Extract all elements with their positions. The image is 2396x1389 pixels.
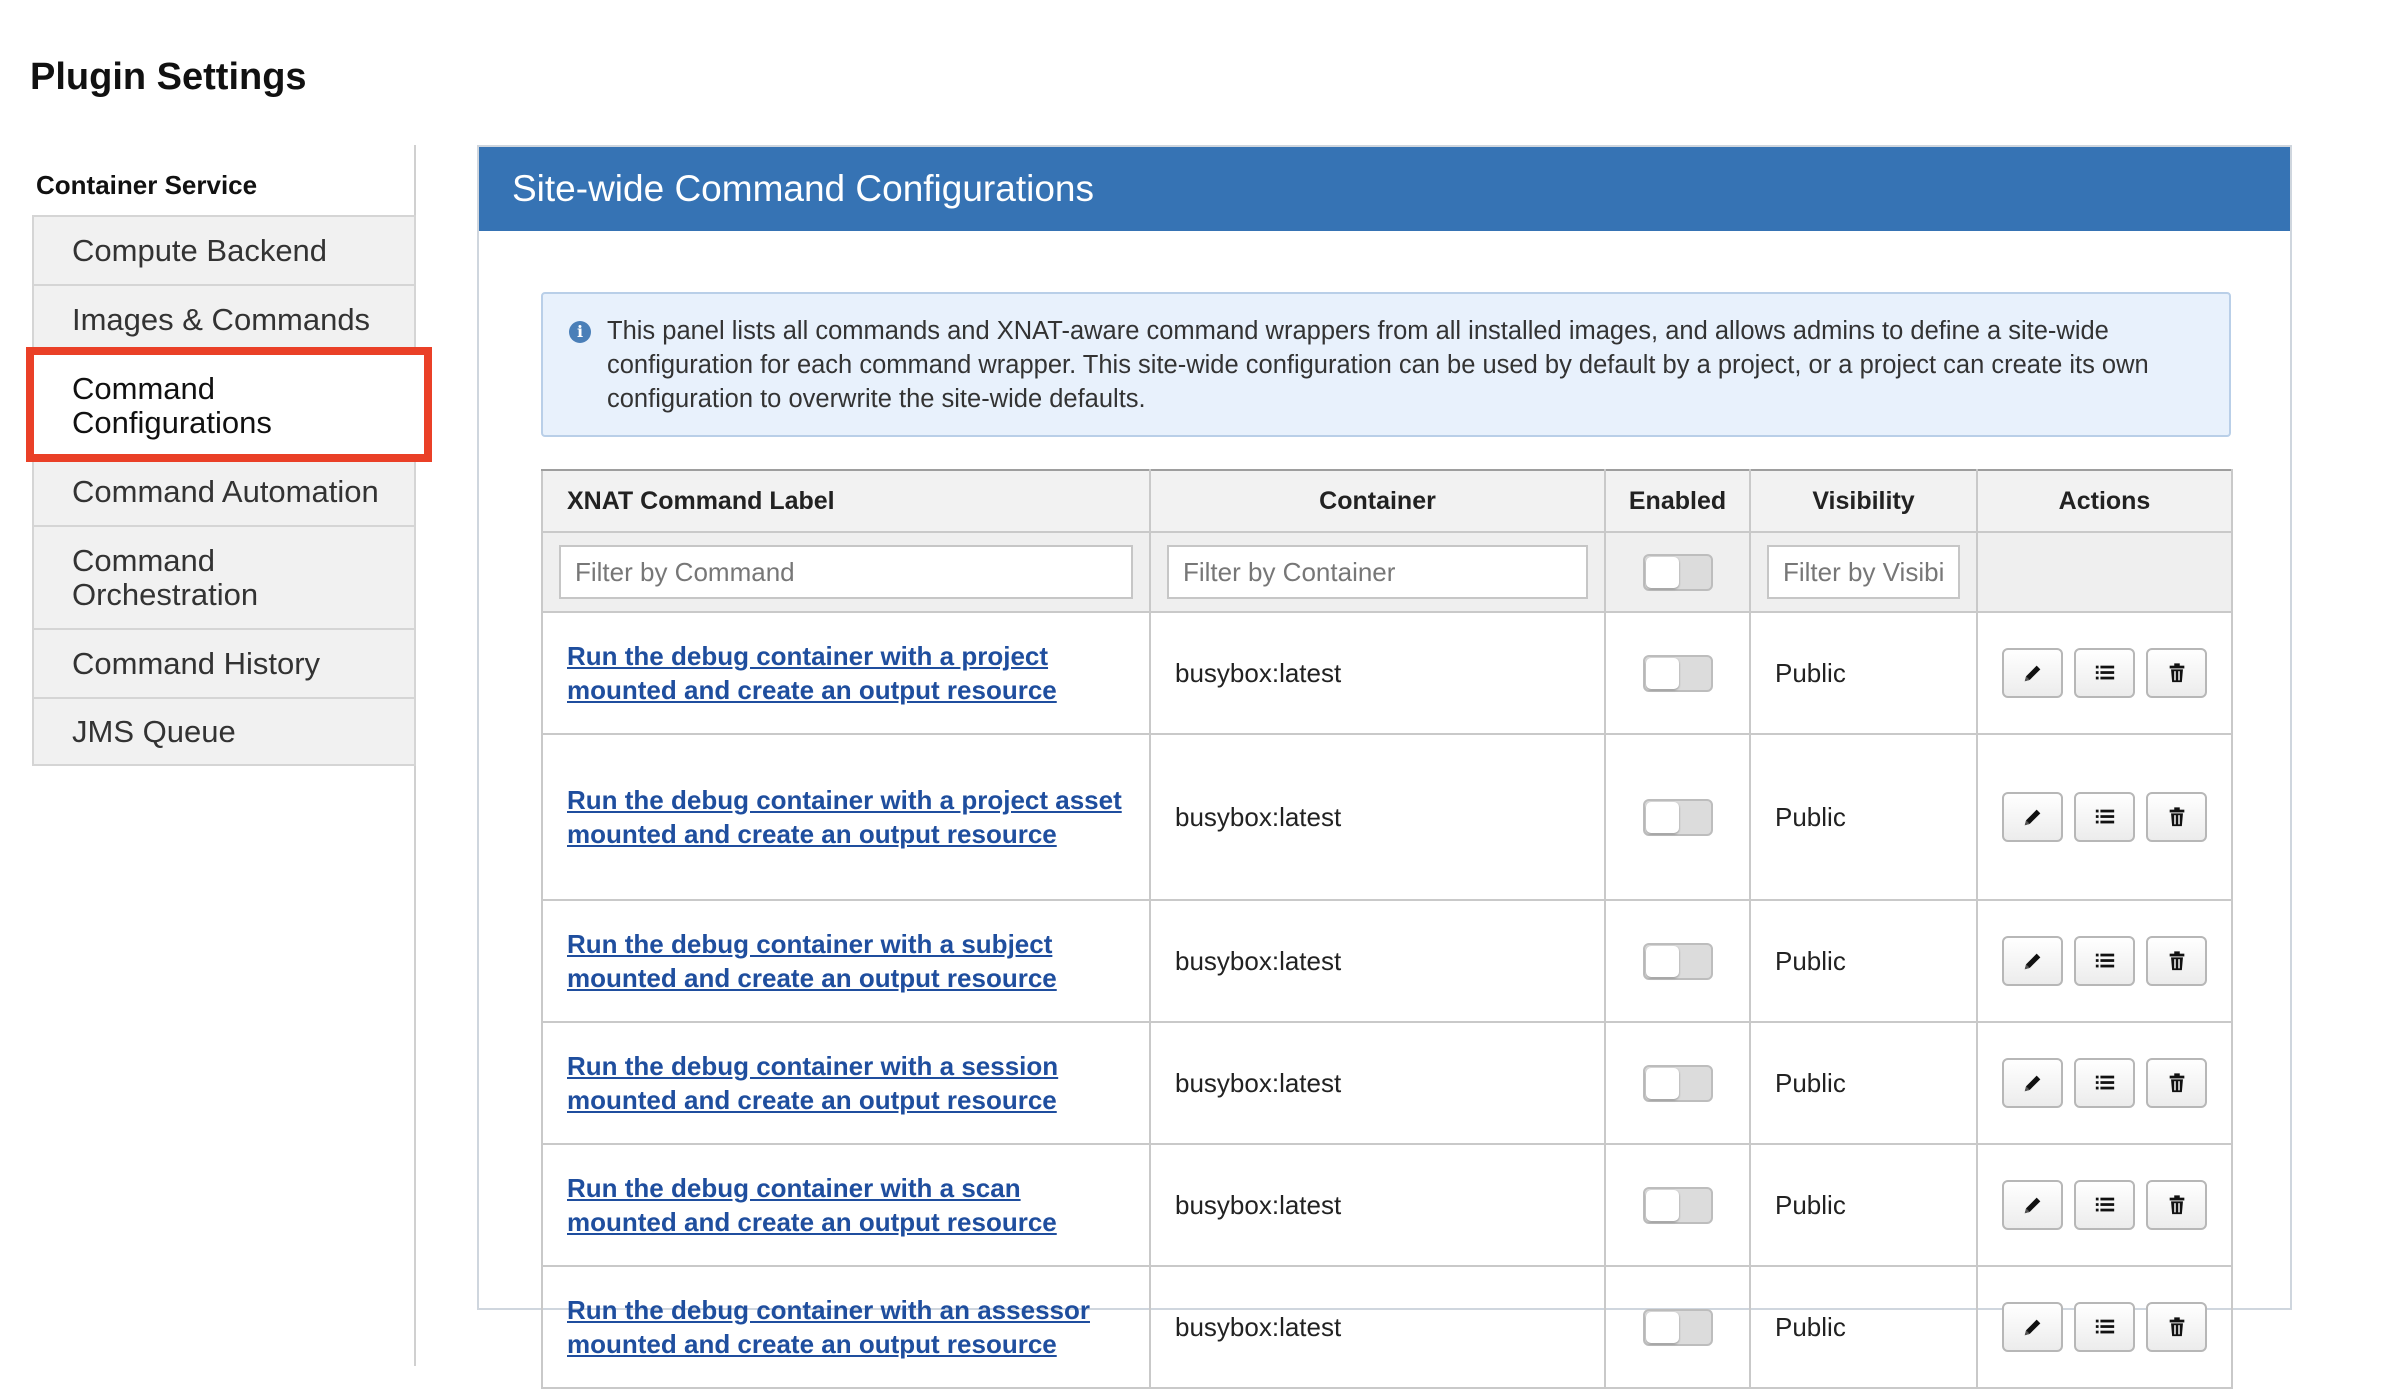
edit-button[interactable]: [2002, 1302, 2063, 1352]
info-text: This panel lists all commands and XNAT-aware command wrappers from all installed images, and allows admins to define a site-wide configuration for each command wrapper. This site-wide configuration can be used by default by a project, or a project can create its own configuration to overwrite the site-wide defaults.: [607, 317, 2149, 413]
view-config-button[interactable]: [2074, 1058, 2135, 1108]
column-header-enabled[interactable]: Enabled: [1605, 470, 1750, 532]
table-row: [542, 1144, 2232, 1266]
table-row: [542, 1266, 2232, 1388]
visibility-cell: Public: [1750, 1144, 1977, 1266]
enabled-cell: [1605, 1266, 1750, 1388]
edit-button[interactable]: [2002, 792, 2063, 842]
edit-button[interactable]: [2002, 1180, 2063, 1230]
row-actions: [1979, 936, 2230, 986]
trash-icon: [2166, 1316, 2188, 1338]
panel-title: Site-wide Command Configurations: [479, 147, 2290, 231]
actions-cell: [1977, 900, 2232, 1022]
enabled-toggle[interactable]: [1643, 799, 1713, 836]
sidebar-item-command-configurations[interactable]: [32, 353, 426, 456]
enabled-cell: [1605, 734, 1750, 900]
row-actions: [1979, 1058, 2230, 1108]
table-row: [542, 734, 2232, 900]
enabled-toggle[interactable]: [1643, 655, 1713, 692]
container-cell: busybox:latest: [1150, 612, 1605, 734]
visibility-cell: Public: [1750, 1022, 1977, 1144]
command-label-link[interactable]: Run the debug container with a session mounted and create an output resource: [567, 1051, 1059, 1115]
command-label-cell: [542, 900, 1150, 1022]
command-configurations-panel: [477, 145, 2292, 1359]
enabled-toggle[interactable]: [1643, 1065, 1713, 1102]
toggle-knob: [1646, 946, 1679, 977]
delete-button[interactable]: [2146, 1058, 2207, 1108]
visibility-cell: Public: [1750, 612, 1977, 734]
edit-button[interactable]: [2002, 1058, 2063, 1108]
toggle-knob: [1646, 802, 1679, 833]
actions-cell: [1977, 612, 2232, 734]
actions-cell: [1977, 1266, 2232, 1388]
delete-button[interactable]: [2146, 792, 2207, 842]
edit-button[interactable]: [2002, 648, 2063, 698]
container-cell: busybox:latest: [1150, 1266, 1605, 1388]
command-config-table: [541, 469, 2233, 1389]
command-config-table-wrap: [541, 469, 2231, 1389]
filter-visibility-input[interactable]: [1767, 545, 1960, 599]
list-icon: [2094, 1072, 2116, 1094]
actions-cell: [1977, 1144, 2232, 1266]
filter-row: [542, 532, 2232, 612]
row-actions: [1979, 1180, 2230, 1230]
sidebar-item-label: Command History: [72, 645, 321, 681]
enabled-toggle[interactable]: [1643, 943, 1713, 980]
enabled-toggle[interactable]: [1643, 1309, 1713, 1346]
edit-button[interactable]: [2002, 936, 2063, 986]
pencil-icon: [2022, 1316, 2044, 1338]
row-actions: [1979, 648, 2230, 698]
actions-cell: [1977, 734, 2232, 900]
sidebar-heading: Container Service: [36, 170, 258, 200]
command-label-cell: [542, 1266, 1150, 1388]
view-config-button[interactable]: [2074, 648, 2135, 698]
enabled-cell: [1605, 1144, 1750, 1266]
table-row: [542, 1022, 2232, 1144]
command-label-link[interactable]: Run the debug container with an assessor mounted and create an output resource: [567, 1295, 1090, 1359]
trash-icon: [2166, 1194, 2188, 1216]
command-label-link[interactable]: Run the debug container with a subject mounted and create an output resource: [567, 929, 1057, 993]
sidebar-item-label: JMS Queue: [72, 713, 236, 749]
delete-button[interactable]: [2146, 1302, 2207, 1352]
delete-button[interactable]: [2146, 1180, 2207, 1230]
command-label-cell: [542, 1022, 1150, 1144]
row-actions: [1979, 1302, 2230, 1352]
trash-icon: [2166, 806, 2188, 828]
list-icon: [2094, 950, 2116, 972]
view-config-button[interactable]: [2074, 1302, 2135, 1352]
visibility-cell: Public: [1750, 900, 1977, 1022]
actions-cell: [1977, 1022, 2232, 1144]
column-header-label[interactable]: XNAT Command Label: [542, 470, 1150, 532]
toggle-knob: [1646, 557, 1679, 588]
list-icon: [2094, 1194, 2116, 1216]
filter-enabled-toggle[interactable]: [1643, 554, 1713, 591]
container-cell: busybox:latest: [1150, 734, 1605, 900]
view-config-button[interactable]: [2074, 1180, 2135, 1230]
trash-icon: [2166, 662, 2188, 684]
enabled-toggle[interactable]: [1643, 1187, 1713, 1224]
sidebar-item-jms-queue[interactable]: [32, 697, 416, 766]
trash-icon: [2166, 1072, 2188, 1094]
filter-container-input[interactable]: [1167, 545, 1588, 599]
toggle-knob: [1646, 658, 1679, 689]
view-config-button[interactable]: [2074, 936, 2135, 986]
view-config-button[interactable]: [2074, 792, 2135, 842]
toggle-knob: [1646, 1190, 1679, 1221]
sidebar-item-label: Images & Commands: [72, 301, 371, 337]
command-label-link[interactable]: Run the debug container with a project mounted and create an output resource: [567, 641, 1057, 705]
command-label-link[interactable]: Run the debug container with a scan mounted and create an output resource: [567, 1173, 1057, 1237]
info-circle-icon: i: [569, 321, 591, 343]
command-label-cell: [542, 734, 1150, 900]
row-actions: [1979, 792, 2230, 842]
sidebar-item-compute-backend[interactable]: [32, 215, 416, 284]
pencil-icon: [2022, 806, 2044, 828]
delete-button[interactable]: [2146, 936, 2207, 986]
container-cell: busybox:latest: [1150, 900, 1605, 1022]
visibility-cell: Public: [1750, 1266, 1977, 1388]
pencil-icon: [2022, 950, 2044, 972]
sidebar: [0, 145, 416, 1366]
toggle-knob: [1646, 1068, 1679, 1099]
sidebar-item-command-orchestration[interactable]: [32, 525, 416, 628]
container-cell: busybox:latest: [1150, 1022, 1605, 1144]
enabled-cell: [1605, 900, 1750, 1022]
filter-command-input[interactable]: [559, 545, 1133, 599]
pencil-icon: [2022, 662, 2044, 684]
enabled-cell: [1605, 1022, 1750, 1144]
sidebar-item-images-commands[interactable]: [32, 284, 416, 353]
command-label-cell: [542, 1144, 1150, 1266]
list-icon: [2094, 1316, 2116, 1338]
list-icon: [2094, 662, 2116, 684]
toggle-knob: [1646, 1312, 1679, 1343]
sidebar-item-label: Command Orchestration: [72, 542, 259, 612]
sidebar-list: [32, 215, 416, 766]
trash-icon: [2166, 950, 2188, 972]
sidebar-item-label: Command Configurations: [72, 370, 272, 440]
enabled-cell: [1605, 612, 1750, 734]
command-label-link[interactable]: Run the debug container with a project asset mounted and create an output resource: [567, 785, 1122, 849]
column-header-container[interactable]: Container: [1150, 470, 1605, 532]
pencil-icon: [2022, 1072, 2044, 1094]
table-row: [542, 612, 2232, 734]
container-cell: busybox:latest: [1150, 1144, 1605, 1266]
visibility-cell: Public: [1750, 734, 1977, 900]
sidebar-item-label: Command Automation: [72, 473, 379, 509]
list-icon: [2094, 806, 2116, 828]
command-label-cell: [542, 612, 1150, 734]
info-box: [541, 292, 2231, 437]
pencil-icon: [2022, 1194, 2044, 1216]
sidebar-item-command-automation[interactable]: [32, 456, 416, 525]
column-header-visibility[interactable]: Visibility: [1750, 470, 1977, 532]
table-row: [542, 900, 2232, 1022]
sidebar-item-label: Compute Backend: [72, 232, 328, 268]
delete-button[interactable]: [2146, 648, 2207, 698]
sidebar-item-command-history[interactable]: [32, 628, 416, 697]
column-header-actions: Actions: [1977, 470, 2232, 532]
page-title: Plugin Settings: [30, 56, 307, 98]
